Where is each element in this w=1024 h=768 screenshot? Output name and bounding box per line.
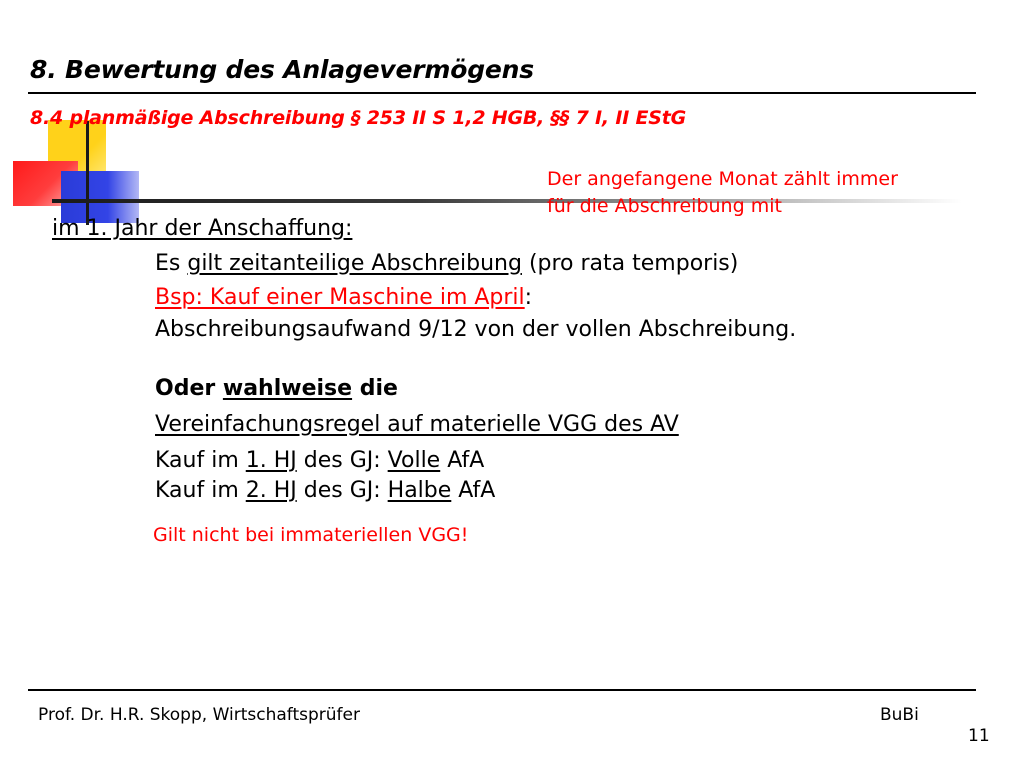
first-half-year-line — [155, 448, 484, 473]
second-half-year-line — [155, 478, 495, 503]
first-year-heading — [52, 216, 352, 241]
page-number: 11 — [968, 726, 990, 746]
decorative-vertical-line — [86, 121, 89, 225]
first-half-text-c: des GJ: — [296, 448, 388, 473]
expense-line: Abschreibungsaufwand 9/12 von der vollen Abschreibung. — [155, 317, 797, 342]
second-half-half: Halbe — [387, 478, 452, 503]
first-half-afa: AfA — [440, 448, 485, 473]
first-half-full: Volle — [387, 448, 441, 473]
note-line-2: für die Abschreibung mit — [547, 195, 782, 217]
example-line — [155, 285, 532, 310]
simplification-rule-text: Vereinfachungsregel auf materielle VGG des AV — [155, 412, 679, 437]
second-half-afa: AfA — [451, 478, 496, 503]
red-note — [547, 166, 898, 220]
footer-course: BuBi — [880, 705, 919, 725]
pro-rata-underlined: gilt zeitanteilige Abschreibung — [187, 251, 522, 276]
example-red-text: Bsp: Kauf einer Maschine im April — [155, 285, 525, 310]
alternative-underlined: wahlweise — [222, 376, 353, 401]
first-half-text-a: Kauf im — [155, 448, 246, 473]
alternative-prefix: Oder — [155, 376, 223, 401]
slide-title: 8. Bewertung des Anlagevermögens — [30, 55, 534, 84]
alternative-heading — [155, 376, 398, 401]
pro-rata-line — [155, 251, 738, 276]
pro-rata-prefix: Es — [155, 251, 188, 276]
second-half-text-c: des GJ: — [296, 478, 388, 503]
second-half-text-a: Kauf im — [155, 478, 246, 503]
footer-divider — [28, 689, 976, 691]
example-colon: : — [524, 285, 533, 310]
footer-author: Prof. Dr. H.R. Skopp, Wirtschaftsprüfer — [38, 705, 360, 725]
note-line-1: Der angefangene Monat zählt immer — [547, 168, 898, 190]
alternative-suffix: die — [352, 376, 398, 401]
second-half-hj: 2. HJ — [245, 478, 297, 503]
simplification-rule — [155, 412, 679, 437]
warning-note: Gilt nicht bei immateriellen VGG! — [153, 524, 469, 546]
first-half-hj: 1. HJ — [245, 448, 297, 473]
first-year-heading-text: im 1. Jahr der Anschaffung: — [52, 216, 353, 241]
slide-subtitle: 8.4 planmäßige Abschreibung § 253 II S 1,2 HGB, §§ 7 I, II EStG — [30, 107, 687, 129]
title-divider — [28, 92, 976, 94]
pro-rata-suffix: (pro rata temporis) — [521, 251, 739, 276]
